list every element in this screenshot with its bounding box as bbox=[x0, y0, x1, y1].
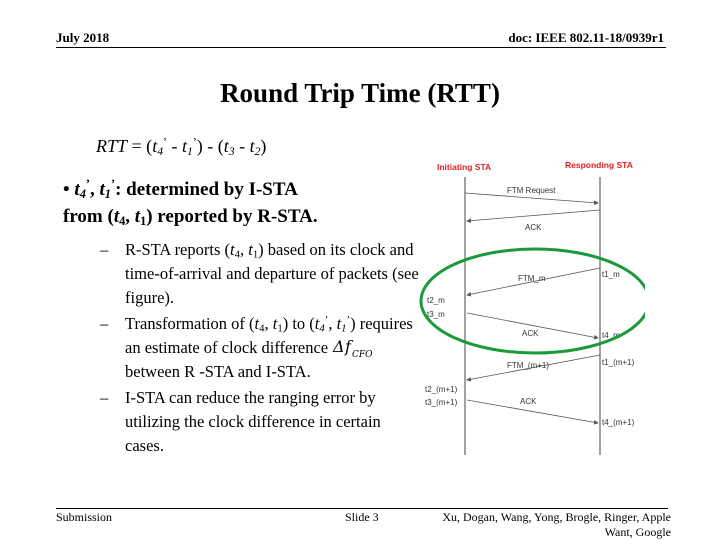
footer-slide-number: Slide 3 bbox=[345, 510, 379, 524]
bullet-t4-sub: 4 bbox=[79, 187, 86, 202]
ftm-m-label: FTM_m bbox=[518, 274, 546, 283]
main-bullet bbox=[63, 176, 423, 230]
s1-t4-sub: 4 bbox=[234, 248, 240, 261]
s2-comma2: , bbox=[328, 314, 337, 333]
sub-dash: – bbox=[100, 388, 109, 407]
s2-t1b: t bbox=[336, 314, 342, 333]
header-date: July 2018 bbox=[56, 30, 110, 45]
formula-mid: ) - ( bbox=[196, 136, 224, 156]
delta-f-cfo-symbol bbox=[332, 337, 378, 359]
formula-t4-sub: 4 bbox=[157, 144, 164, 158]
bullet-t1: t bbox=[99, 179, 105, 200]
bullet-line-2 bbox=[63, 203, 423, 230]
bullet-line-1 bbox=[63, 176, 423, 203]
ftm-request-label: FTM Request bbox=[507, 186, 556, 195]
s1-t1: t bbox=[248, 240, 253, 259]
bullet-line2-comma: , bbox=[125, 206, 135, 227]
ftm-sequence-diagram bbox=[415, 155, 645, 465]
bullet-t4-sup: ’ bbox=[85, 177, 90, 192]
sub-bullets bbox=[100, 238, 420, 460]
formula-minus1: - bbox=[166, 136, 182, 156]
ack1-arrow bbox=[467, 210, 600, 221]
bullet-t4: t bbox=[74, 179, 80, 200]
bullet-line2-t4: t bbox=[113, 206, 120, 227]
s2-t4b-sup: ’ bbox=[324, 314, 329, 327]
s2-t1b-sup: ’ bbox=[346, 314, 351, 327]
f-glyph: f bbox=[345, 337, 352, 356]
s2-mid: ) to ( bbox=[282, 314, 315, 333]
formula-t3-sub: 3 bbox=[228, 144, 235, 158]
footer-authors-line2: Want, Google bbox=[604, 525, 671, 539]
s2-t4b: t bbox=[314, 314, 320, 333]
sub-bullet-3 bbox=[100, 386, 420, 458]
bullet-t1-sub: 1 bbox=[104, 187, 111, 202]
ack3-label: ACK bbox=[520, 397, 537, 406]
s2-text-2: between R -STA and I-STA. bbox=[125, 362, 311, 381]
ack1-label: ACK bbox=[525, 223, 542, 232]
footer-rule bbox=[56, 508, 668, 509]
bullet-line2-t4-sub: 4 bbox=[119, 214, 126, 229]
s2-text-1: ) requires an estimate of clock difference bbox=[125, 314, 413, 357]
formula-rtt: RTT bbox=[96, 136, 128, 156]
bullet-comma: , bbox=[89, 179, 100, 200]
footer-authors-line1: Xu, Dogan, Wang, Yong, Brogle, Ringer, Apple bbox=[442, 510, 671, 524]
sub-bullet-2 bbox=[100, 312, 420, 384]
s3-text: I-STA can reduce the ranging error by utilizing the clock difference in certain cases. bbox=[125, 388, 381, 455]
t2-m-label: t2_m bbox=[427, 296, 445, 305]
s1-comma: , bbox=[239, 240, 249, 259]
diagram-svg bbox=[415, 155, 645, 465]
s2-t1b-sub: 1 bbox=[341, 322, 347, 335]
t4-m1-label: t4_(m+1) bbox=[602, 418, 635, 427]
formula-t2: t bbox=[249, 136, 255, 156]
responding-sta-label: Responding STA bbox=[565, 160, 633, 170]
s1-pre: R-STA reports ( bbox=[125, 240, 231, 259]
rtt-formula bbox=[96, 136, 266, 157]
slide-title: Round Trip Time (RTT) bbox=[220, 78, 500, 108]
footer-authors bbox=[442, 510, 671, 540]
formula-t4: t bbox=[152, 136, 158, 156]
s1-text: ) based on its clock and time-of-arrival and departure of packets (see figure). bbox=[125, 240, 419, 307]
ack2-label: ACK bbox=[522, 329, 539, 338]
s2-t1-sub: 1 bbox=[277, 322, 283, 335]
s1-t4: t bbox=[230, 240, 235, 259]
s2-t4-sub: 4 bbox=[259, 322, 265, 335]
delta-glyph: Δ bbox=[333, 337, 345, 356]
header-rule bbox=[56, 47, 666, 48]
header-doc-id: doc: IEEE 802.11-18/0939r1 bbox=[508, 30, 664, 45]
bullet-line1-text: : determined by I-STA bbox=[115, 179, 298, 200]
t2-m1-label: t2_(m+1) bbox=[425, 385, 458, 394]
bullet-line2-t1-sub: 1 bbox=[140, 214, 147, 229]
s2-t4: t bbox=[254, 314, 260, 333]
formula-t3: t bbox=[223, 136, 229, 156]
cfo-subscript: CFO bbox=[352, 350, 373, 359]
formula-t4-sup: ’ bbox=[163, 135, 167, 149]
s2-t4b-sub: 4 bbox=[319, 322, 325, 335]
sub-bullet-1 bbox=[100, 238, 420, 310]
t1-m1-label: t1_(m+1) bbox=[602, 358, 635, 367]
bullet-marker: • bbox=[63, 179, 70, 200]
bullet-t1-sup: ’ bbox=[110, 177, 116, 192]
s2-t1: t bbox=[272, 314, 278, 333]
formula-t1-sup: ’ bbox=[192, 135, 197, 149]
sub-dash: – bbox=[100, 314, 109, 333]
formula-t1-sub: 1 bbox=[186, 144, 193, 158]
footer-submission: Submission bbox=[56, 510, 113, 524]
formula-minus2: - bbox=[234, 136, 250, 156]
formula-eq: = ( bbox=[127, 136, 153, 156]
bullet-line2-text: ) reported by R-STA. bbox=[146, 206, 318, 227]
ftm-m1-label: FTM_(m+1) bbox=[507, 361, 549, 370]
formula-close: ) bbox=[260, 136, 267, 156]
t3-m1-label: t3_(m+1) bbox=[425, 398, 458, 407]
s1-t1-sub: 1 bbox=[252, 248, 259, 261]
initiating-sta-label: Initiating STA bbox=[437, 162, 492, 172]
sub-dash: – bbox=[100, 240, 109, 259]
t1-m-label: t1_m bbox=[602, 270, 620, 279]
s2-comma: , bbox=[264, 314, 273, 333]
bullet-line2-t1: t bbox=[134, 206, 141, 227]
s2-pre: Transformation of ( bbox=[125, 314, 255, 333]
bullet-line2-pre: from ( bbox=[63, 206, 114, 227]
formula-t2-sub: 2 bbox=[254, 144, 261, 158]
formula-t1: t bbox=[181, 136, 187, 156]
t4-m-label: t4_m bbox=[602, 331, 620, 340]
t3-m-label: t3_m bbox=[427, 310, 445, 319]
